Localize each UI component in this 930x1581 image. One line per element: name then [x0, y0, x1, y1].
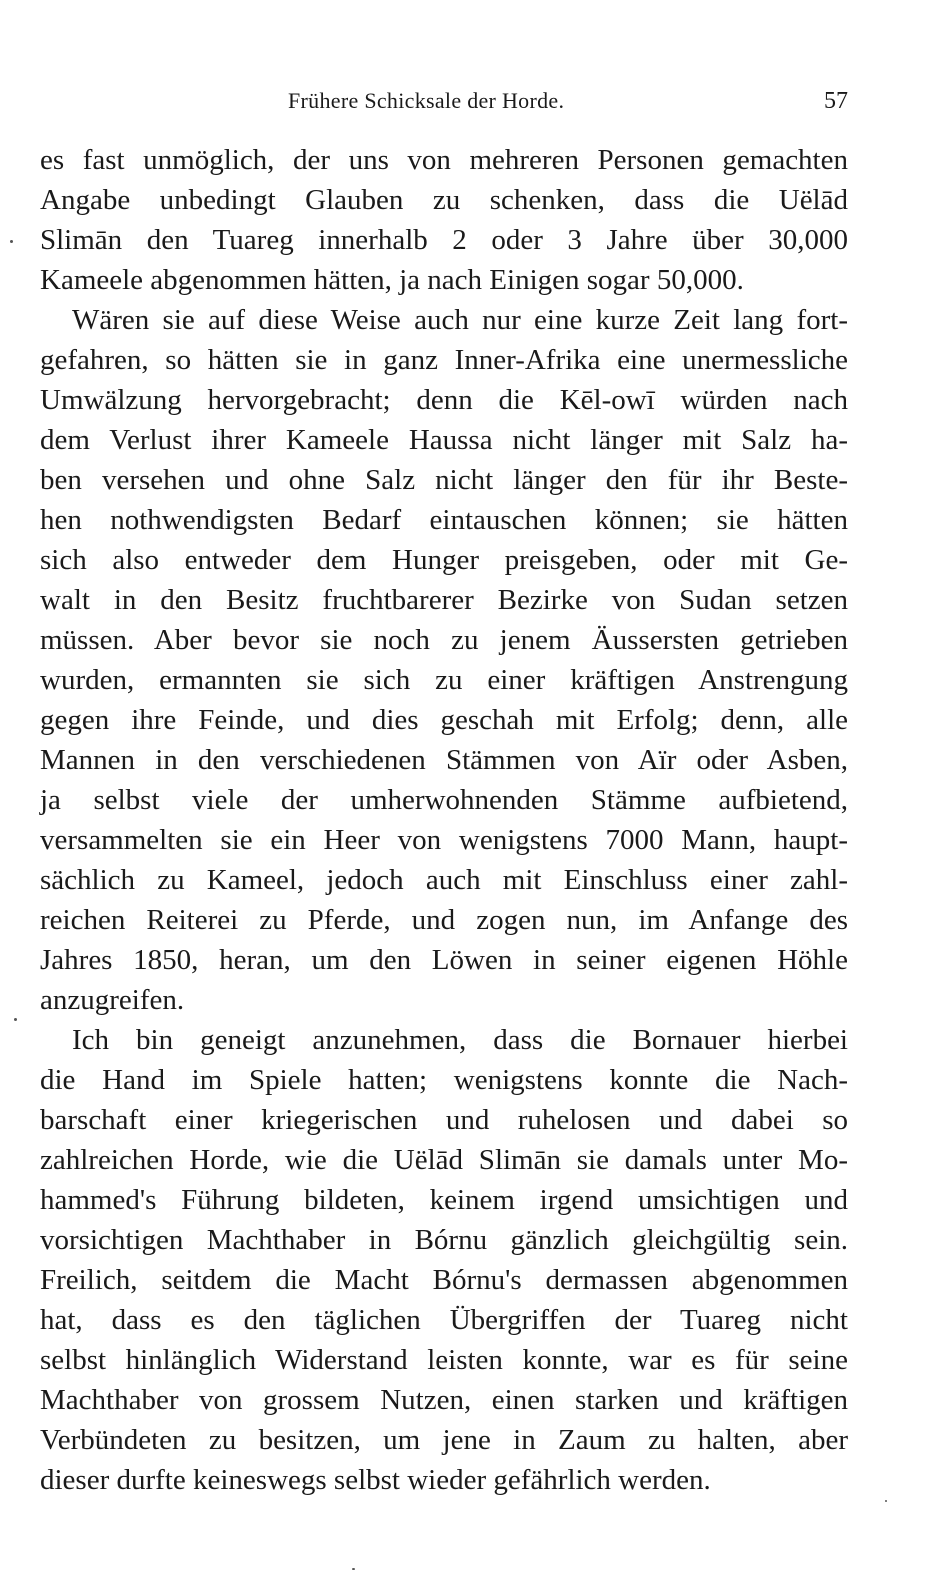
text-line: Freilich, seitdem die Macht Bórnu's dermassen abgenommen [40, 1264, 848, 1296]
text-line: zahlreichen Horde, wie die Uëlād Slimān sie damals unter Mo- [40, 1144, 848, 1176]
text-line: Ich bin geneigt anzunehmen, dass die Bornauer hierbei [72, 1024, 848, 1056]
text-line: anzugreifen. [40, 984, 185, 1016]
text-line: walt in den Besitz fruchtbarerer Bezirke von Sudan setzen [40, 584, 848, 616]
text-line: hat, dass es den täglichen Übergriffen der Tuareg nicht [40, 1304, 848, 1336]
text-line: Verbündeten zu besitzen, um jene in Zaum zu halten, aber [40, 1424, 848, 1456]
text-line: Jahres 1850, heran, um den Löwen in seiner eigenen Höhle [40, 944, 848, 976]
page-number: 57 [824, 88, 848, 114]
text-line: wurden, ermannten sie sich zu einer kräftigen Anstrengung [40, 664, 848, 696]
scan-speck [10, 240, 13, 243]
text-line: müssen. Aber bevor sie noch zu jenem Äussersten getrieben [40, 624, 848, 656]
text-line: hammed's Führung bildeten, keinem irgend umsichtigen und [40, 1184, 848, 1216]
text-line: dieser durfte keineswegs selbst wieder gefährlich werden. [40, 1464, 711, 1496]
text-line: die Hand im Spiele hatten; wenigstens konnte die Nach- [40, 1064, 848, 1096]
text-line: es fast unmöglich, der uns von mehreren Personen gemachten [40, 144, 848, 176]
text-line: Angabe unbedingt Glauben zu schenken, dass die Uëlād [40, 184, 848, 216]
text-line: Umwälzung hervorgebracht; denn die Kēl-owī würden nach [40, 384, 848, 416]
text-line: reichen Reiterei zu Pferde, und zogen nun, im Anfange des [40, 904, 848, 936]
scan-speck [352, 1568, 355, 1570]
text-line: Kameele abgenommen hätten, ja nach Einigen sogar 50,000. [40, 264, 744, 296]
text-line: sächlich zu Kameel, jedoch auch mit Einschluss einer zahl- [40, 864, 848, 896]
text-line: gefahren, so hätten sie in ganz Inner-Afrika eine unermessliche [40, 344, 848, 376]
text-line: sich also entweder dem Hunger preisgeben, oder mit Ge- [40, 544, 848, 576]
text-line: vorsichtigen Machthaber in Bórnu gänzlich gleichgültig sein. [40, 1224, 848, 1256]
text-line: barschaft einer kriegerischen und ruhelosen und dabei so [40, 1104, 848, 1136]
text-line: versammelten sie ein Heer von wenigstens 7000 Mann, haupt- [40, 824, 848, 856]
text-line: Machthaber von grossem Nutzen, einen starken und kräftigen [40, 1384, 848, 1416]
text-line: ben versehen und ohne Salz nicht länger den für ihr Beste- [40, 464, 848, 496]
text-line: gegen ihre Feinde, und dies geschah mit Erfolg; denn, alle [40, 704, 848, 736]
text-line: hen nothwendigsten Bedarf eintauschen können; sie hätten [40, 504, 848, 536]
running-title: Frühere Schicksale der Horde. [288, 88, 565, 113]
text-line: Mannen in den verschiedenen Stämmen von Aïr oder Asben, [40, 744, 848, 776]
text-line: selbst hinlänglich Widerstand leisten konnte, war es für seine [40, 1344, 848, 1376]
text-line: Slimān den Tuareg innerhalb 2 oder 3 Jahre über 30,000 [40, 224, 848, 256]
text-line: dem Verlust ihrer Kameele Haussa nicht länger mit Salz ha- [40, 424, 848, 456]
scan-speck [14, 1018, 17, 1021]
scan-speck [885, 1500, 887, 1502]
text-line: ja selbst viele der umherwohnenden Stämme aufbietend, [40, 784, 848, 816]
text-line: Wären sie auf diese Weise auch nur eine kurze Zeit lang fort- [72, 304, 848, 336]
running-head [40, 88, 848, 118]
